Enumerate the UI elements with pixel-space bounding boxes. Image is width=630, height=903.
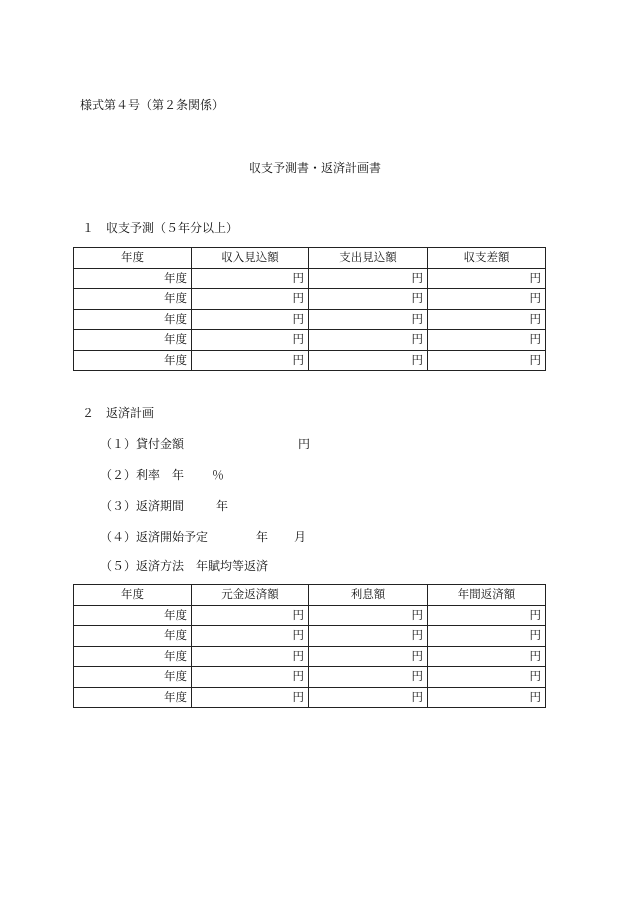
principal-cell[interactable]: 円 [192, 646, 309, 667]
column-header-year: 年度 [74, 248, 192, 269]
principal-cell[interactable]: 円 [192, 605, 309, 626]
interest-rate-year: 年 [172, 468, 185, 482]
column-header-annual-repayment: 年間返済額 [428, 585, 546, 606]
interest-rate-percent: ％ [212, 468, 225, 482]
column-header-principal: 元金返済額 [192, 585, 309, 606]
income-cell[interactable]: 円 [192, 268, 309, 289]
year-cell[interactable]: 年度 [74, 626, 192, 647]
year-cell[interactable]: 年度 [74, 667, 192, 688]
repayment-period-line [100, 497, 228, 514]
table-row [74, 626, 546, 647]
repayment-plan-table [73, 584, 546, 708]
repayment-method-line [100, 557, 268, 574]
interest-cell[interactable]: 円 [309, 626, 428, 647]
table-row [74, 687, 546, 708]
expense-cell[interactable]: 円 [309, 289, 428, 310]
table-row [74, 646, 546, 667]
balance-cell[interactable]: 円 [428, 268, 546, 289]
balance-cell[interactable]: 円 [428, 289, 546, 310]
annual-repayment-cell[interactable]: 円 [428, 687, 546, 708]
year-cell[interactable]: 年度 [74, 268, 192, 289]
column-header-expected-income: 収入見込額 [192, 248, 309, 269]
balance-cell[interactable]: 円 [428, 350, 546, 371]
loan-amount-label: （１）貸付金額 [100, 437, 185, 451]
year-cell[interactable]: 年度 [74, 687, 192, 708]
column-header-expected-expense: 支出見込額 [309, 248, 428, 269]
repayment-start-label: （４）返済開始予定 [100, 530, 209, 544]
column-header-year: 年度 [74, 585, 192, 606]
table-row [74, 268, 546, 289]
document-title: 収支予測書・返済計画書 [248, 161, 381, 175]
loan-amount-unit: 円 [298, 437, 311, 451]
interest-cell[interactable]: 円 [309, 605, 428, 626]
table-row [74, 350, 546, 371]
interest-rate-line [100, 466, 224, 483]
table-row [74, 309, 546, 330]
repayment-start-month: 月 [294, 530, 307, 544]
loan-amount-line [100, 435, 310, 452]
section1-heading: １ 収支予測（５年分以上） [82, 221, 239, 235]
year-cell[interactable]: 年度 [74, 289, 192, 310]
income-cell[interactable]: 円 [192, 309, 309, 330]
expense-cell[interactable]: 円 [309, 268, 428, 289]
year-cell[interactable]: 年度 [74, 309, 192, 330]
expense-cell[interactable]: 円 [309, 350, 428, 371]
annual-repayment-cell[interactable]: 円 [428, 646, 546, 667]
repayment-period-label: （３）返済期間 [100, 499, 185, 513]
income-cell[interactable]: 円 [192, 330, 309, 351]
repayment-start-year: 年 [256, 530, 269, 544]
table-row [74, 605, 546, 626]
year-cell[interactable]: 年度 [74, 646, 192, 667]
income-forecast-table [73, 247, 546, 371]
table-header-row [74, 585, 546, 606]
interest-rate-label: （２）利率 [100, 468, 161, 482]
column-header-interest: 利息額 [309, 585, 428, 606]
income-cell[interactable]: 円 [192, 289, 309, 310]
table-row [74, 289, 546, 310]
principal-cell[interactable]: 円 [192, 687, 309, 708]
annual-repayment-cell[interactable]: 円 [428, 667, 546, 688]
table-header-row [74, 248, 546, 269]
interest-cell[interactable]: 円 [309, 687, 428, 708]
table-row [74, 667, 546, 688]
year-cell[interactable]: 年度 [74, 350, 192, 371]
principal-cell[interactable]: 円 [192, 626, 309, 647]
principal-cell[interactable]: 円 [192, 667, 309, 688]
balance-cell[interactable]: 円 [428, 330, 546, 351]
year-cell[interactable]: 年度 [74, 605, 192, 626]
section2-heading: ２ 返済計画 [82, 406, 155, 420]
expense-cell[interactable]: 円 [309, 309, 428, 330]
repayment-method-value: 年賦均等返済 [196, 559, 269, 573]
balance-cell[interactable]: 円 [428, 309, 546, 330]
income-cell[interactable]: 円 [192, 350, 309, 371]
repayment-start-line [100, 528, 306, 545]
interest-cell[interactable]: 円 [309, 667, 428, 688]
form-number: 様式第４号（第２条関係） [80, 98, 225, 112]
interest-cell[interactable]: 円 [309, 646, 428, 667]
table-row [74, 330, 546, 351]
expense-cell[interactable]: 円 [309, 330, 428, 351]
year-cell[interactable]: 年度 [74, 330, 192, 351]
annual-repayment-cell[interactable]: 円 [428, 626, 546, 647]
repayment-period-unit: 年 [216, 499, 229, 513]
annual-repayment-cell[interactable]: 円 [428, 605, 546, 626]
repayment-method-label: （５）返済方法 [100, 559, 185, 573]
column-header-balance: 収支差額 [428, 248, 546, 269]
